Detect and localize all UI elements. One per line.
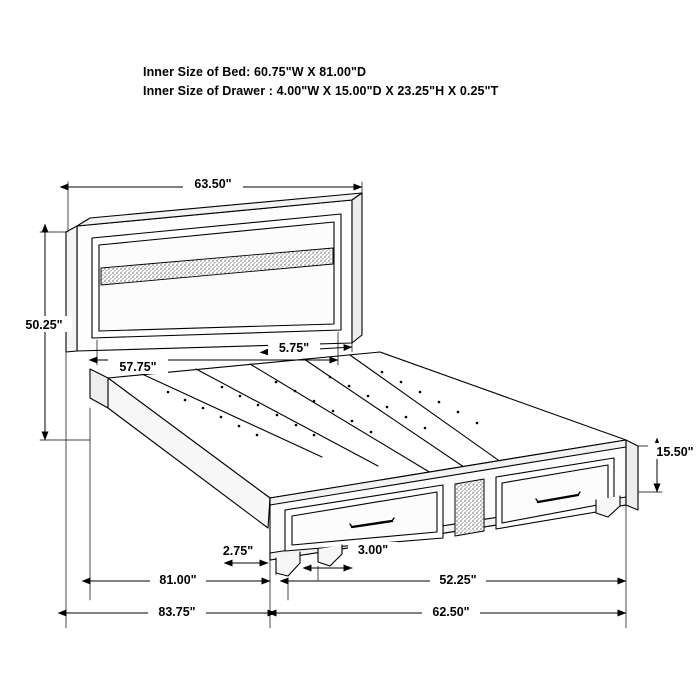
headboard-panel <box>66 193 362 352</box>
label-overall-right: 62.50" <box>432 605 470 619</box>
label-footboard-offset: 2.75" <box>222 544 254 558</box>
label-overall-left: 83.75" <box>158 605 196 619</box>
label-footboard-height: 15.50" <box>656 445 694 459</box>
label-headboard-depth: 5.75" <box>278 341 310 355</box>
label-length-left: 81.00" <box>159 573 197 587</box>
label-headboard-inner-width: 57.75" <box>119 360 157 374</box>
label-headboard-width: 63.50" <box>194 177 232 191</box>
spec-line-drawer: Inner Size of Drawer : 4.00"W X 15.00"D X 23.25"H X 0.25"T <box>143 84 499 98</box>
label-length-right: 52.25" <box>439 573 477 587</box>
label-overall-height: 50.25" <box>25 318 63 332</box>
spec-line-bed: Inner Size of Bed: 60.75"W X 81.00"D <box>143 65 367 79</box>
label-drawer-offset: 3.00" <box>357 543 389 557</box>
